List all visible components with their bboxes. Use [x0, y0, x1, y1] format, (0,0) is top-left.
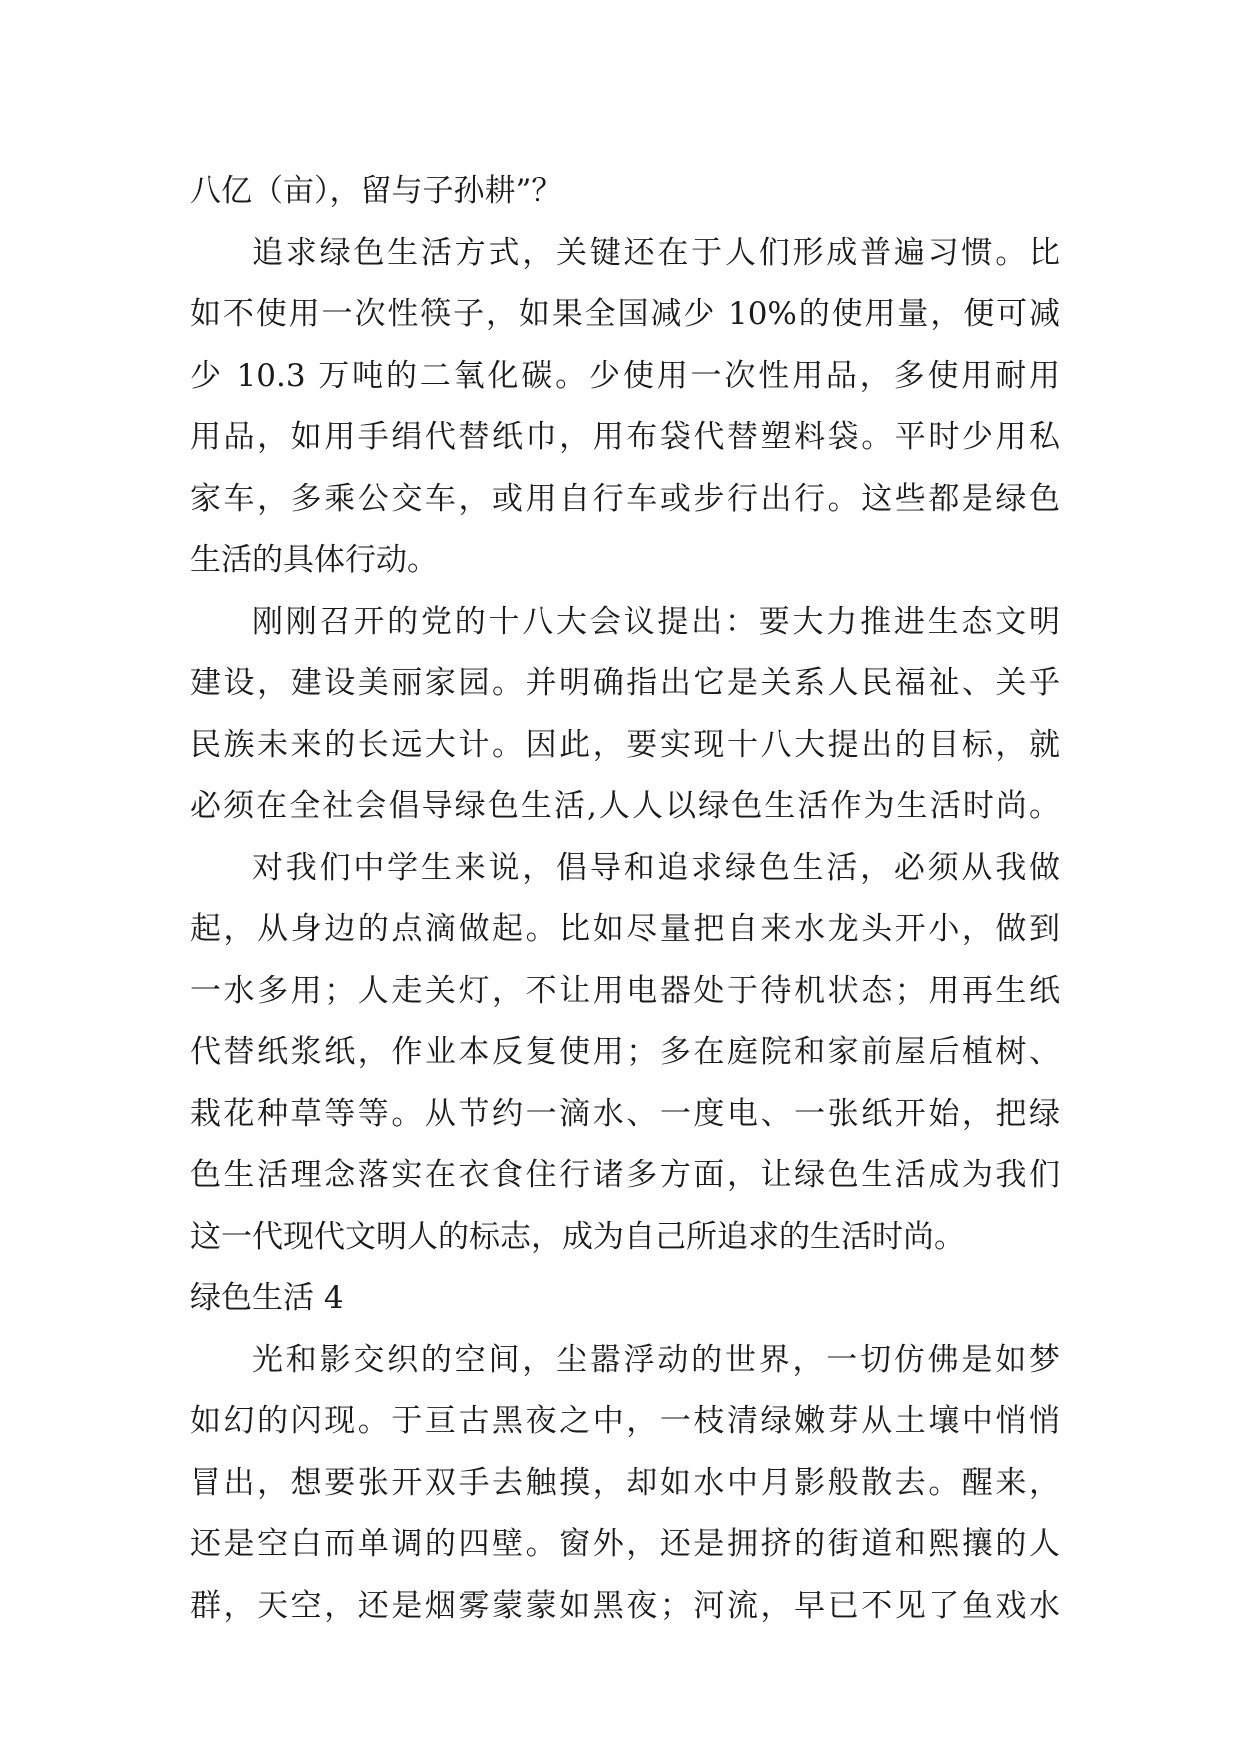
text-line: 代替纸浆纸，作业本反复使用；多在庭院和家前屋后植树、 — [190, 1034, 1060, 1070]
text-line: 一水多用；人走关灯，不让用电器处于待机状态；用再生纸 — [190, 972, 1060, 1009]
text-line: 栽花种草等等。从节约一滴水、一度电、一张纸开始，把绿 — [190, 1095, 1060, 1132]
section-heading: 绿色生活 4 — [190, 1280, 344, 1316]
text-line: 色生活理念落实在衣食住行诸多方面，让绿色生活成为我们 — [190, 1157, 1060, 1193]
text-line: 民族未来的长远大计。因此，要实现十八大提出的目标，就 — [190, 726, 1060, 763]
paragraph-first-line: 追求绿色生活方式，关键还在于人们形成普遍习惯。比 — [252, 234, 1060, 271]
paragraph-first-line: 刚刚召开的党的十八大会议提出：要大力推进生态文明 — [252, 603, 1060, 640]
paragraph-first-line: 光和影交织的空间，尘嚣浮动的世界，一切仿佛是如梦 — [252, 1341, 1060, 1378]
text-line: 用品，如用手绢代替纸巾，用布袋代替塑料袋。平时少用私 — [190, 419, 1060, 455]
text-line: 还是空白而单调的四壁。窗外，还是拥挤的街道和熙攘的人 — [190, 1526, 1060, 1562]
text-line: 起，从身边的点滴做起。比如尽量把自来水龙头开小，做到 — [190, 911, 1060, 947]
document-body — [190, 161, 1060, 1637]
text-line: 家车，多乘公交车，或用自行车或步行出行。这些都是绿色 — [190, 480, 1060, 517]
text-line: 如幻的闪现。于亘古黑夜之中，一枝清绿嫩芽从土壤中悄悄 — [190, 1403, 1060, 1439]
text-line: 少 10.3 万吨的二氧化碳。少使用一次性用品，多使用耐用 — [190, 357, 1060, 394]
text-line: 八亿（亩），留与子孙耕”？ — [190, 173, 563, 209]
text-line: 生活的具体行动。 — [190, 542, 438, 578]
text-line: 必须在全社会倡导绿色生活,人人以绿色生活作为生活时尚。 — [190, 788, 1060, 824]
text-line: 建设，建设美丽家园。并明确指出它是关系人民福祉、关乎 — [190, 665, 1060, 701]
text-line: 这一代现代文明人的标志，成为自己所追求的生活时尚。 — [190, 1218, 965, 1255]
text-line: 群，天空，还是烟雾蒙蒙如黑夜；河流，早已不见了鱼戏水 — [190, 1587, 1060, 1624]
text-line: 冒出，想要张开双手去触摸，却如水中月影般散去。醒来， — [190, 1464, 1060, 1501]
paragraph-first-line: 对我们中学生来说，倡导和追求绿色生活，必须从我做 — [252, 849, 1060, 886]
text-line: 如不使用一次性筷子，如果全国减少 10%的使用量，便可减 — [190, 296, 1060, 332]
